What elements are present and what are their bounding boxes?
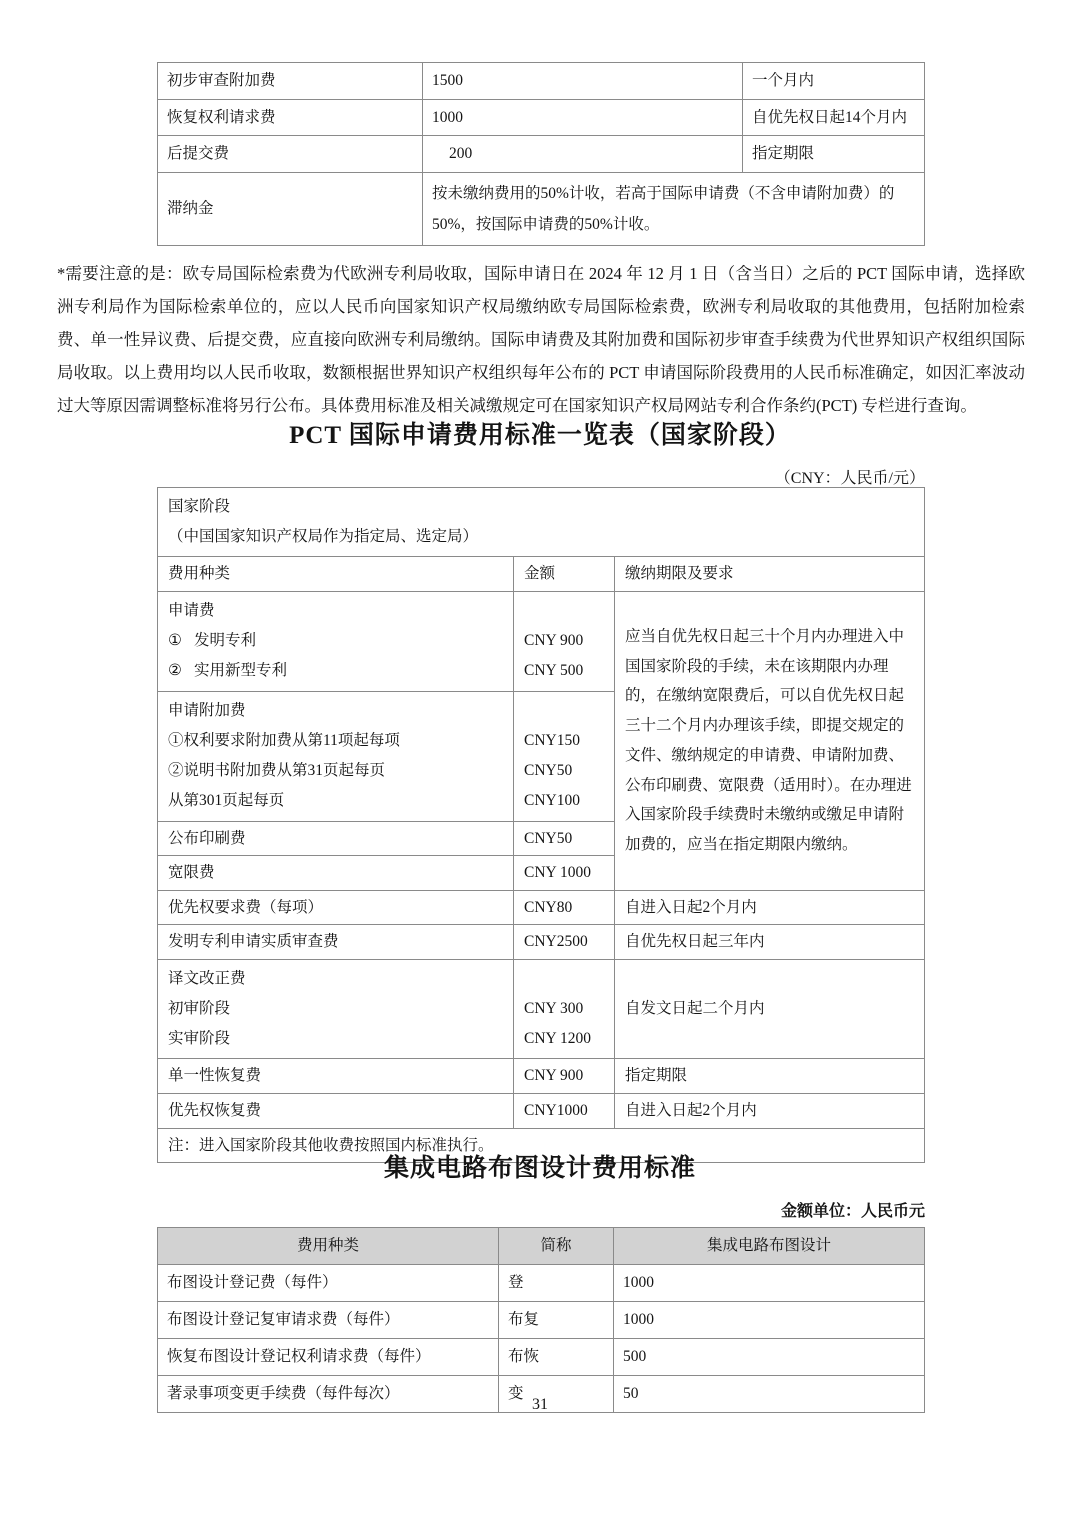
- translation-fix-cell: [158, 959, 514, 1059]
- surcharge-item-1: ①权利要求附加费从第11项起每项: [168, 731, 400, 749]
- surcharge-title: 申请附加费: [168, 701, 246, 719]
- fee-name-cell: 公布印刷费: [158, 821, 514, 856]
- table-title-line-1: 国家阶段: [168, 498, 231, 515]
- fee-name-cell: 著录事项变更手续费（每件每次）: [158, 1376, 499, 1413]
- merged-deadline-cell: 应当自优先权日起三十个月内办理进入中国国家阶段的手续，未在该期限内办理的，在缴纳宽限费后，可以自优先权日起三十二个月内办理该手续，即提交规定的文件、缴纳规定的申请费、申请附加费、公布印刷费、宽限费（适用时）。在办理进入国家阶段手续费时未缴纳或缴足申请附加费的，应当在指定期限内缴纳。: [615, 592, 925, 891]
- fee-amount-cell: 500: [614, 1339, 925, 1376]
- table-row: [158, 890, 925, 925]
- section-heading-national-phase: PCT 国际申请费用标准一览表（国家阶段）: [289, 422, 791, 449]
- surcharge-amount-cell: [514, 691, 615, 821]
- translation-fix-deadline-cell: 自发文日起二个月内: [615, 959, 925, 1059]
- fee-name-cell: 单一性恢复费: [158, 1059, 514, 1094]
- fee-name-cell: 恢复布图设计登记权利请求费（每件）: [158, 1339, 499, 1376]
- ic-layout-table-container: [157, 1227, 924, 1413]
- late-fee-line-1: 按未缴纳费用的50%计收，若高于国际申请费（不含申请附加费）的: [432, 184, 895, 202]
- fee-amount-cell: CNY80: [514, 890, 615, 925]
- fee-name-cell: 优先权恢复费: [158, 1094, 514, 1129]
- amount-description-surcharge-301: CNY100: [524, 792, 580, 810]
- fee-amount-cell: 50: [614, 1376, 925, 1413]
- translation-fix-title: 译文改正费: [168, 969, 246, 987]
- table-header-row: [158, 488, 925, 557]
- fee-deadline-cell: 指定期限: [743, 136, 925, 173]
- fee-amount-cell: 1000: [423, 99, 743, 136]
- page-number: 31: [532, 1396, 548, 1413]
- table-title-cell: [158, 488, 925, 557]
- application-fee-title: 申请费: [168, 602, 215, 619]
- amount-substantive-stage: CNY 1200: [524, 1030, 592, 1048]
- table-row: [158, 63, 925, 100]
- surcharge-item-2: ②说明书附加费从第31页起每页: [168, 762, 386, 780]
- surcharge-cell: [158, 691, 514, 821]
- table-column-header-row: [158, 557, 925, 592]
- fee-abbr-cell: 布复: [499, 1302, 614, 1339]
- fee-name-cell: 布图设计登记复审请求费（每件）: [158, 1302, 499, 1339]
- fee-amount-cell: CNY1000: [514, 1094, 615, 1129]
- fee-name-cell: 初步审查附加费: [158, 63, 423, 100]
- national-phase-fee-table: [157, 487, 925, 1163]
- application-fee-item-2: [168, 656, 503, 686]
- fee-amount-cell: CNY 1000: [514, 856, 615, 891]
- fee-name-cell: 恢复权利请求费: [158, 99, 423, 136]
- table-row: [158, 1302, 925, 1339]
- column-header-abbreviation: 简称: [499, 1228, 614, 1265]
- table-row: [158, 1094, 925, 1129]
- national-phase-table-container: [157, 487, 924, 1163]
- list-number: ②: [168, 662, 182, 680]
- amount-invention: CNY 900: [524, 632, 584, 650]
- list-number: ①: [168, 632, 182, 650]
- application-fee-item-1: [168, 626, 503, 656]
- amount-unit-label: 金额单位：人民币元: [780, 1203, 925, 1220]
- column-header-deadline: 缴纳期限及要求: [615, 557, 925, 592]
- ic-layout-fee-table: [157, 1227, 925, 1413]
- translation-fix-amount-cell: [514, 959, 615, 1059]
- currency-unit-label: （CNY：人民币/元）: [774, 470, 925, 487]
- table-row: [158, 136, 925, 173]
- table-row: [158, 925, 925, 960]
- column-header-amount: 金额: [514, 557, 615, 592]
- column-header-ic-layout-design: 集成电路布图设计: [614, 1228, 925, 1265]
- application-fee-amount-cell: [514, 592, 615, 692]
- fee-amount-cell: 1000: [614, 1302, 925, 1339]
- table-row-late-fee: [158, 172, 925, 245]
- item-label: 实用新型专利: [194, 662, 288, 680]
- fee-amount-cell: 1500: [423, 63, 743, 100]
- table-title-line-2: （中国国家知识产权局作为指定局、选定局）: [168, 528, 479, 546]
- fee-amount-cell: CNY50: [514, 821, 615, 856]
- application-fee-cell: [158, 592, 514, 692]
- amount-preliminary-stage: CNY 300: [524, 1000, 584, 1017]
- table-row: [158, 99, 925, 136]
- fee-name-cell: 布图设计登记费（每件）: [158, 1265, 499, 1302]
- late-fee-name-cell: 滞纳金: [158, 172, 423, 245]
- table-row-application-fee: [158, 592, 925, 692]
- fee-amount-cell: CNY 900: [514, 1059, 615, 1094]
- late-fee-description-cell: [423, 172, 925, 245]
- amount-description-surcharge: CNY50: [524, 762, 573, 780]
- surcharge-item-3: 从第301页起每页: [168, 792, 285, 810]
- fee-deadline-cell: 自优先权日起三年内: [615, 925, 925, 960]
- table-row: [158, 1059, 925, 1094]
- fee-amount-cell: CNY2500: [514, 925, 615, 960]
- translation-fix-item-1: 初审阶段: [168, 1000, 231, 1017]
- fee-deadline-cell: 自进入日起2个月内: [615, 890, 925, 925]
- section-heading-ic-layout: 集成电路布图设计费用标准: [383, 1155, 696, 1182]
- continued-fee-table: [157, 62, 925, 246]
- fee-amount-cell: 1000: [614, 1265, 925, 1302]
- continued-fee-table-container: [157, 62, 924, 246]
- amount-utility-model: CNY 500: [524, 662, 584, 680]
- column-header-fee-type: 费用种类: [158, 557, 514, 592]
- table-row-translation-correction: [158, 959, 925, 1059]
- fee-deadline-cell: 一个月内: [743, 63, 925, 100]
- fee-abbr-cell: 登: [499, 1265, 614, 1302]
- fee-amount-cell: 200: [423, 136, 743, 173]
- item-label: 发明专利: [194, 632, 257, 650]
- table-footer-note-cell: 注：进入国家阶段其他收费按照国内标准执行。: [158, 1128, 925, 1163]
- fee-name-cell: 宽限费: [158, 856, 514, 891]
- fee-abbr-cell: 变: [499, 1376, 614, 1413]
- translation-fix-item-2: 实审阶段: [168, 1030, 231, 1048]
- fee-name-cell: 优先权要求费（每项）: [158, 890, 514, 925]
- column-header-fee-type: 费用种类: [158, 1228, 499, 1265]
- footnote-paragraph: *需要注意的是：欧专局国际检索费为代欧洲专利局收取，国际申请日在 2024 年 12 月 1 日（含当日）之后的 PCT 国际申请，选择欧洲专利局作为国际检索单位的，应以人民币向国家知识产权局缴纳欧专局国际检索费，欧洲专利局收取的其他费用，包括附加检索费、单一性异议费、后提交费，应直接向欧洲专利局缴纳。国际申请费及其附加费和国际初步审查手续费为代世界知识产权组织国际局收取。以上费用均以人民币收取，数额根据世界知识产权组织每年公布的 PCT 申请国际阶段费用的人民币标准确定，如因汇率波动过大等原因需调整标准将另行公布。具体费用标准及相关减缴规定可在国家知识产权局网站专利合作条约(PCT) 专栏进行查询。: [57, 263, 1025, 415]
- table-row: [158, 1339, 925, 1376]
- late-fee-line-2: 50%，按国际申请费的50%计收。: [432, 215, 660, 233]
- fee-deadline-cell: 自优先权日起14个月内: [743, 99, 925, 136]
- amount-claims-surcharge: CNY150: [524, 731, 580, 749]
- fee-name-cell: 发明专利申请实质审查费: [158, 925, 514, 960]
- fee-abbr-cell: 布恢: [499, 1339, 614, 1376]
- fee-deadline-cell: 自进入日起2个月内: [615, 1094, 925, 1129]
- table-header-row: [158, 1228, 925, 1265]
- fee-deadline-cell: 指定期限: [615, 1059, 925, 1094]
- fee-name-cell: 后提交费: [158, 136, 423, 173]
- table-row: [158, 1265, 925, 1302]
